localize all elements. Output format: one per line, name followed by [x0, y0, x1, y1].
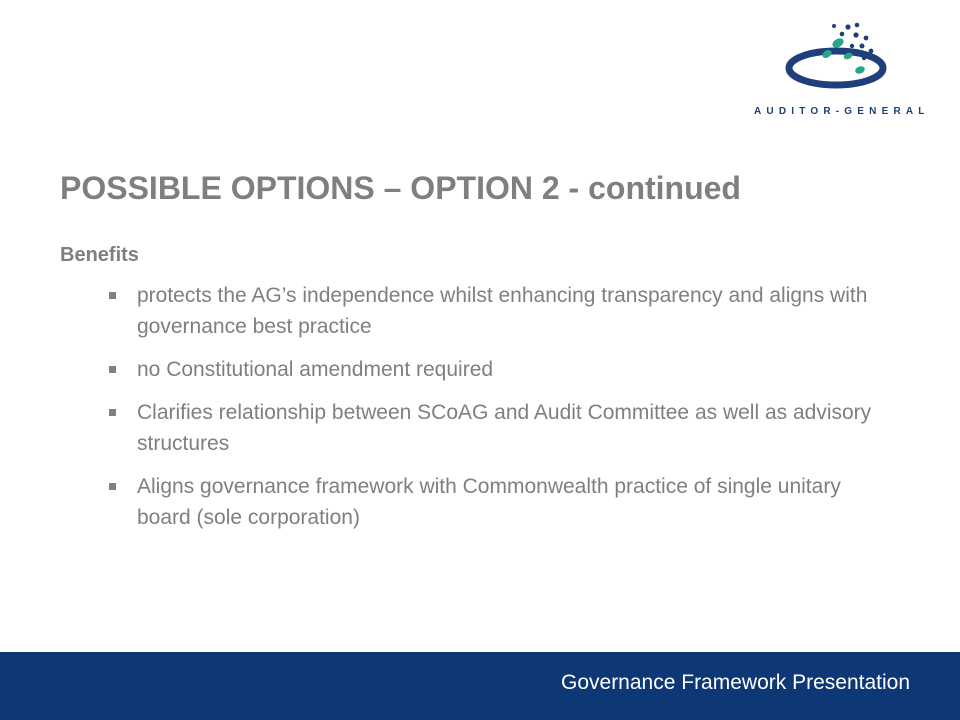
footer-bar	[0, 652, 960, 720]
section-heading: Benefits	[60, 244, 139, 266]
square-bullet-icon	[109, 366, 116, 373]
footer-text: Governance Framework Presentation	[561, 671, 910, 694]
list-item-text: protects the AG’s independence whilst enhancing transparency and aligns with governance best practice	[137, 284, 868, 338]
list-item	[108, 354, 898, 385]
list-item-text: Aligns governance framework with Commonwealth practice of single unitary board (sole corporation)	[137, 475, 841, 529]
square-bullet-icon	[109, 409, 116, 416]
auditor-general-emblem-icon	[750, 14, 950, 94]
square-bullet-icon	[109, 483, 116, 490]
list-item-text: no Constitutional amendment required	[137, 358, 494, 381]
square-bullet-icon	[109, 292, 116, 299]
list-item-text: Clarifies relationship between SCoAG and Audit Committee as well as advisory structures	[137, 401, 872, 455]
logo-text: AUDITOR-GENERAL	[754, 106, 930, 117]
benefits-list	[108, 280, 898, 545]
list-item	[108, 280, 898, 342]
auditor-general-logo	[750, 14, 950, 124]
slide-title: POSSIBLE OPTIONS – OPTION 2 - continued	[60, 170, 741, 206]
list-item	[108, 471, 898, 533]
list-item	[108, 397, 898, 459]
